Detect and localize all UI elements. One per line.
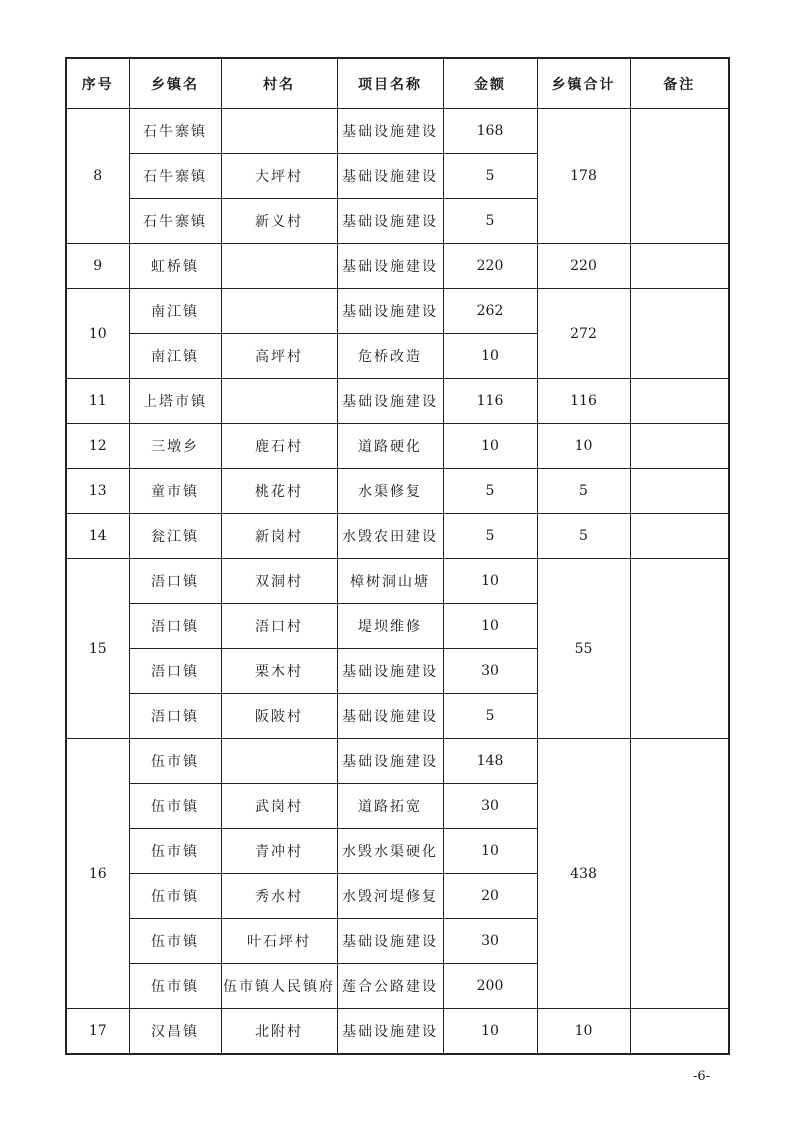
cell-village [221, 289, 337, 334]
cell-amount: 30 [443, 649, 537, 694]
cell-town: 南江镇 [129, 334, 221, 379]
cell-index: 13 [66, 469, 129, 514]
cell-amount: 20 [443, 874, 537, 919]
cell-town-total: 5 [537, 469, 630, 514]
cell-amount: 5 [443, 694, 537, 739]
cell-village: 阪陂村 [221, 694, 337, 739]
funding-table [65, 57, 730, 1055]
cell-village: 伍市镇人民镇府 [221, 964, 337, 1009]
cell-village: 新岗村 [221, 514, 337, 559]
cell-project: 基础设施建设 [337, 739, 443, 784]
cell-amount: 5 [443, 469, 537, 514]
cell-project: 莲合公路建设 [337, 964, 443, 1009]
cell-town: 上塔市镇 [129, 379, 221, 424]
cell-note [630, 244, 729, 289]
cell-amount: 220 [443, 244, 537, 289]
header-village: 村名 [221, 58, 337, 109]
cell-town-total: 55 [537, 559, 630, 739]
table-row [66, 469, 729, 514]
cell-town: 瓮江镇 [129, 514, 221, 559]
cell-note [630, 1009, 729, 1055]
cell-project: 堤坝维修 [337, 604, 443, 649]
cell-note [630, 379, 729, 424]
cell-project: 基础设施建设 [337, 1009, 443, 1055]
cell-project: 道路拓宽 [337, 784, 443, 829]
cell-project: 基础设施建设 [337, 919, 443, 964]
cell-project: 基础设施建设 [337, 379, 443, 424]
cell-village: 双洞村 [221, 559, 337, 604]
header-town: 乡镇名 [129, 58, 221, 109]
cell-project: 基础设施建设 [337, 244, 443, 289]
cell-amount: 10 [443, 1009, 537, 1055]
cell-town: 伍市镇 [129, 739, 221, 784]
cell-village: 叶石坪村 [221, 919, 337, 964]
header-project: 项目名称 [337, 58, 443, 109]
cell-village [221, 244, 337, 289]
table-row [66, 424, 729, 469]
cell-village: 北附村 [221, 1009, 337, 1055]
cell-town: 虹桥镇 [129, 244, 221, 289]
table-row [66, 289, 729, 334]
table-body [66, 109, 729, 1055]
cell-town: 石牛寨镇 [129, 109, 221, 154]
cell-village: 大坪村 [221, 154, 337, 199]
cell-town-total: 10 [537, 1009, 630, 1055]
table-row [66, 514, 729, 559]
cell-project: 水渠修复 [337, 469, 443, 514]
cell-amount: 200 [443, 964, 537, 1009]
cell-town: 浯口镇 [129, 604, 221, 649]
cell-town: 伍市镇 [129, 829, 221, 874]
cell-index: 11 [66, 379, 129, 424]
cell-village: 栗木村 [221, 649, 337, 694]
cell-amount: 30 [443, 784, 537, 829]
cell-project: 水毁农田建设 [337, 514, 443, 559]
cell-town: 浯口镇 [129, 559, 221, 604]
cell-town: 汉昌镇 [129, 1009, 221, 1055]
cell-project: 基础设施建设 [337, 289, 443, 334]
cell-index: 15 [66, 559, 129, 739]
cell-project: 基础设施建设 [337, 199, 443, 244]
cell-amount: 262 [443, 289, 537, 334]
cell-town: 伍市镇 [129, 919, 221, 964]
cell-amount: 10 [443, 334, 537, 379]
table-row [66, 739, 729, 784]
cell-town: 三墩乡 [129, 424, 221, 469]
cell-index: 14 [66, 514, 129, 559]
cell-project: 道路硬化 [337, 424, 443, 469]
cell-town-total: 178 [537, 109, 630, 244]
cell-project: 基础设施建设 [337, 649, 443, 694]
cell-amount: 168 [443, 109, 537, 154]
cell-town: 伍市镇 [129, 784, 221, 829]
cell-index: 16 [66, 739, 129, 1009]
cell-amount: 10 [443, 604, 537, 649]
cell-note [630, 739, 729, 1009]
cell-town: 石牛寨镇 [129, 199, 221, 244]
cell-index: 10 [66, 289, 129, 379]
cell-project: 危桥改造 [337, 334, 443, 379]
cell-note [630, 559, 729, 739]
cell-town-total: 116 [537, 379, 630, 424]
cell-project: 基础设施建设 [337, 694, 443, 739]
cell-note [630, 514, 729, 559]
cell-town: 伍市镇 [129, 964, 221, 1009]
cell-note [630, 469, 729, 514]
cell-village: 鹿石村 [221, 424, 337, 469]
cell-town-total: 5 [537, 514, 630, 559]
cell-amount: 116 [443, 379, 537, 424]
cell-project: 基础设施建设 [337, 109, 443, 154]
cell-note [630, 289, 729, 379]
header-amount: 金额 [443, 58, 537, 109]
cell-town: 石牛寨镇 [129, 154, 221, 199]
cell-note [630, 424, 729, 469]
cell-note [630, 109, 729, 244]
cell-amount: 5 [443, 514, 537, 559]
cell-town-total: 10 [537, 424, 630, 469]
cell-index: 9 [66, 244, 129, 289]
cell-village: 武岗村 [221, 784, 337, 829]
cell-town-total: 438 [537, 739, 630, 1009]
cell-town-total: 220 [537, 244, 630, 289]
cell-amount: 10 [443, 829, 537, 874]
cell-index: 17 [66, 1009, 129, 1055]
cell-town-total: 272 [537, 289, 630, 379]
cell-town: 南江镇 [129, 289, 221, 334]
cell-town: 浯口镇 [129, 649, 221, 694]
table-row [66, 109, 729, 154]
cell-index: 8 [66, 109, 129, 244]
table-row [66, 559, 729, 604]
cell-village: 新义村 [221, 199, 337, 244]
cell-village [221, 109, 337, 154]
cell-project: 水毁河堤修复 [337, 874, 443, 919]
cell-town: 童市镇 [129, 469, 221, 514]
cell-village: 秀水村 [221, 874, 337, 919]
cell-town: 浯口镇 [129, 694, 221, 739]
cell-amount: 148 [443, 739, 537, 784]
cell-project: 水毁水渠硬化 [337, 829, 443, 874]
cell-village: 浯口村 [221, 604, 337, 649]
cell-amount: 5 [443, 199, 537, 244]
header-row [66, 58, 729, 109]
cell-project: 基础设施建设 [337, 154, 443, 199]
cell-town: 伍市镇 [129, 874, 221, 919]
table-row [66, 1009, 729, 1055]
cell-index: 12 [66, 424, 129, 469]
table-row [66, 379, 729, 424]
cell-village [221, 379, 337, 424]
header-town-total: 乡镇合计 [537, 58, 630, 109]
cell-amount: 5 [443, 154, 537, 199]
table-row [66, 244, 729, 289]
cell-village: 青冲村 [221, 829, 337, 874]
cell-project: 樟树洞山塘 [337, 559, 443, 604]
cell-amount: 30 [443, 919, 537, 964]
cell-village [221, 739, 337, 784]
page-number: -6- [693, 1069, 711, 1084]
cell-village: 桃花村 [221, 469, 337, 514]
header-index: 序号 [66, 58, 129, 109]
header-note: 备注 [630, 58, 729, 109]
cell-village: 高坪村 [221, 334, 337, 379]
cell-amount: 10 [443, 424, 537, 469]
cell-amount: 10 [443, 559, 537, 604]
